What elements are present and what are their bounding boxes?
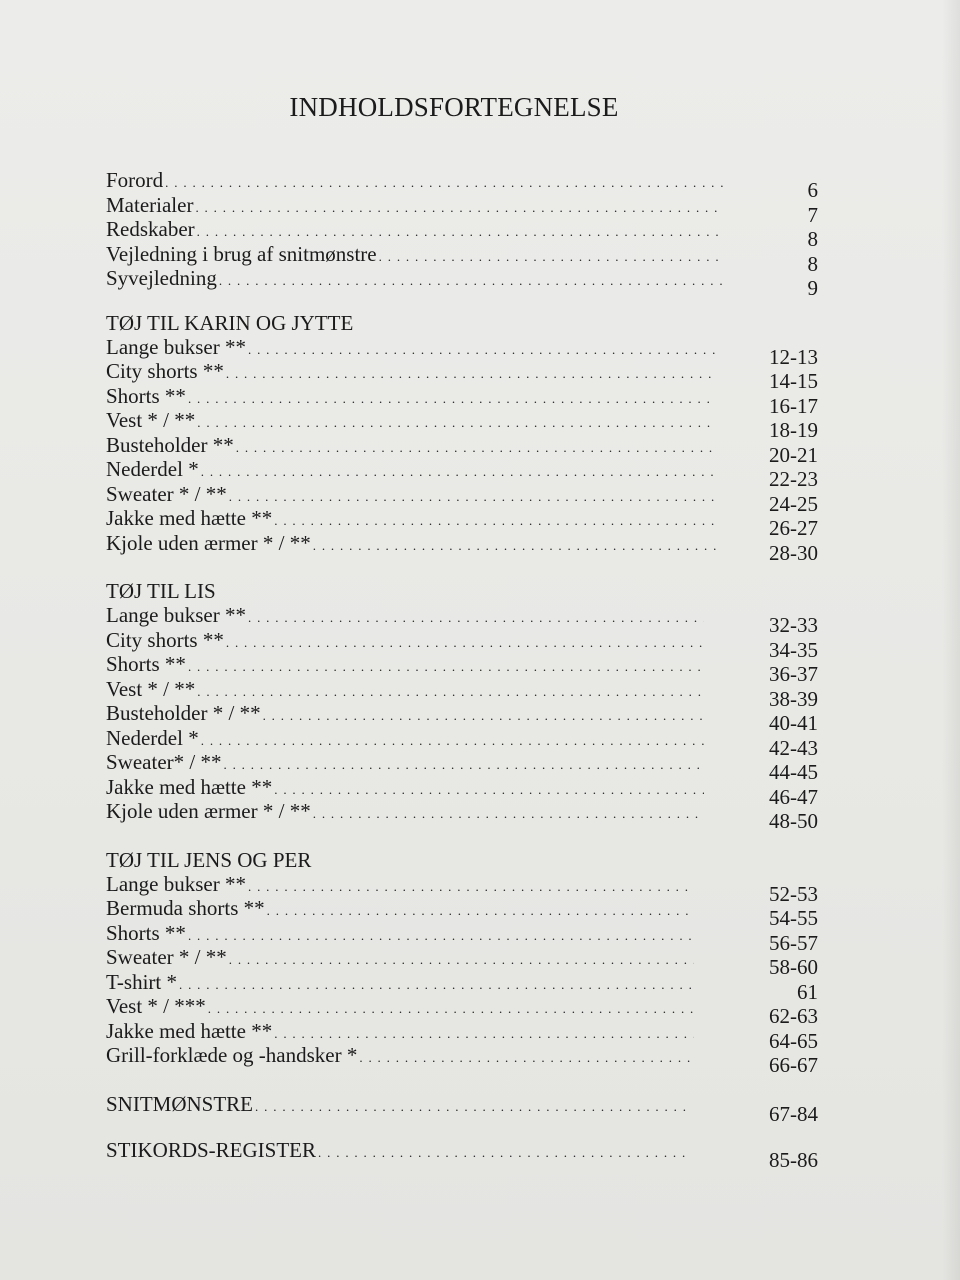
- dot-leader: [229, 485, 716, 510]
- toc-entry-label: Kjole uden ærmer * / **: [106, 799, 311, 823]
- toc-entry-page: 12-13: [769, 344, 818, 369]
- toc-entry-label: Busteholder **: [106, 432, 234, 457]
- dot-leader: [274, 509, 716, 534]
- toc-entry-page: 18-19: [769, 418, 818, 442]
- toc-entry-label: Nederdel *: [106, 457, 199, 481]
- section-heading: TØJ TIL JENS OG PER: [106, 847, 312, 872]
- toc-entry-page: 8: [807, 251, 818, 276]
- toc-entry: [106, 481, 818, 516]
- toc-entry-label: Lange bukser **: [106, 334, 246, 359]
- toc-entry-page: 7: [807, 202, 818, 227]
- toc-entry: [106, 530, 818, 565]
- toc-entry: [106, 334, 818, 369]
- toc-entry-label: Sweater * / **: [106, 481, 227, 506]
- toc-entry-label: Busteholder * / **: [106, 701, 261, 725]
- toc-entry-page: 42-43: [769, 735, 818, 760]
- table-of-contents: [106, 168, 818, 1187]
- dot-leader: [226, 362, 716, 387]
- toc-entry-label: Materialer: [106, 192, 194, 217]
- toc-entry-label: Sweater* / **: [106, 750, 222, 774]
- toc-entry-label: Syvejledning: [106, 266, 217, 290]
- toc-entry-label: Vest * / **: [106, 676, 196, 701]
- dot-leader: [223, 753, 704, 778]
- toc-entry-label: Sweater * / **: [106, 945, 227, 969]
- toc-entry-page: 28-30: [769, 540, 818, 565]
- toc-entry: [106, 1138, 818, 1172]
- toc-entry-label: STIKORDS-REGISTER: [106, 1138, 317, 1162]
- toc-entry-label: Shorts **: [106, 920, 186, 945]
- dot-leader: [219, 269, 724, 294]
- toc-entry-page: 67-84: [769, 1101, 818, 1126]
- toc-entry-label: Grill-forklæde og -handsker *: [106, 1043, 358, 1067]
- toc-entry-label: Shorts **: [106, 383, 186, 408]
- toc-entry-label: Jakke med hætte **: [106, 1018, 273, 1043]
- toc-entry-page: 56-57: [769, 930, 818, 955]
- toc-entry-page: 24-25: [769, 491, 818, 516]
- page-edge-shadow: [942, 0, 960, 1280]
- toc-entry: [106, 432, 818, 467]
- toc-entry-page: 44-45: [769, 760, 818, 784]
- toc-section-jens-og-per: [106, 847, 818, 1077]
- toc-entry: [106, 457, 818, 491]
- toc-entry-page: 22-23: [769, 467, 818, 491]
- toc-entry-page: 46-47: [769, 784, 818, 809]
- toc-section-appendix: [106, 1091, 818, 1172]
- toc-entry-label: Jakke med hætte **: [106, 774, 273, 799]
- toc-entry-label: T-shirt *: [106, 969, 177, 994]
- dot-leader: [188, 924, 694, 949]
- toc-entry-page: 85-86: [769, 1148, 818, 1172]
- toc-entry-page: 38-39: [769, 686, 818, 711]
- dot-leader: [197, 411, 716, 436]
- toc-entry-label: Lange bukser **: [106, 871, 246, 896]
- toc-entry-page: 66-67: [769, 1053, 818, 1077]
- toc-entry-page: 52-53: [769, 881, 818, 906]
- toc-entry: [106, 359, 818, 393]
- dot-leader: [248, 875, 694, 900]
- toc-entry-page: 62-63: [769, 1004, 818, 1028]
- section-heading: TØJ TIL KARIN OG JYTTE: [106, 310, 354, 335]
- dot-leader: [267, 899, 694, 924]
- toc-entry: [106, 408, 818, 442]
- toc-entry-label: Forord: [106, 168, 164, 192]
- dot-leader: [263, 704, 704, 729]
- dot-leader: [201, 460, 716, 485]
- toc-entry-label: Vest * / ***: [106, 994, 206, 1018]
- dot-leader: [236, 436, 716, 461]
- dot-leader: [379, 245, 724, 270]
- dot-leader: [229, 948, 694, 973]
- toc-entry-page: 64-65: [769, 1028, 818, 1053]
- page-title: INDHOLDSFORTEGNELSE: [289, 92, 619, 122]
- dot-leader: [208, 997, 694, 1022]
- toc-entry: [106, 383, 818, 418]
- dot-leader: [318, 1141, 692, 1166]
- dot-leader: [188, 387, 716, 412]
- toc-entry-page: 26-27: [769, 516, 818, 540]
- toc-entry-label: City shorts **: [106, 627, 224, 652]
- toc-entry-page: 40-41: [769, 711, 818, 735]
- toc-entry-label: Redskaber: [106, 217, 195, 241]
- toc-entry-label: Shorts **: [106, 652, 186, 676]
- dot-leader: [188, 655, 704, 680]
- toc-entry-page: 58-60: [769, 955, 818, 979]
- dot-leader: [255, 1095, 692, 1120]
- dot-leader: [359, 1046, 694, 1071]
- toc-entry: [106, 168, 818, 202]
- dot-leader: [313, 802, 704, 827]
- toc-entry-label: Bermuda shorts **: [106, 896, 265, 920]
- toc-entry-page: 32-33: [769, 613, 818, 637]
- toc-entry-label: Kjole uden ærmer * / **: [106, 530, 311, 555]
- toc-entry: [106, 1091, 818, 1126]
- toc-entry-label: Nederdel *: [106, 725, 199, 750]
- dot-leader: [179, 973, 694, 998]
- toc-entry-label: Jakke med hætte **: [106, 506, 273, 530]
- toc-entry: [106, 266, 818, 300]
- toc-entry: [106, 506, 818, 540]
- toc-entry-page: 16-17: [769, 393, 818, 418]
- toc-entry: [106, 192, 818, 227]
- toc-entry-page: 14-15: [769, 369, 818, 393]
- toc-entry-page: 34-35: [769, 637, 818, 662]
- dot-leader: [226, 631, 704, 656]
- toc-entry-page: 9: [807, 276, 818, 300]
- toc-entry-label: Vejledning i brug af snitmønstre: [106, 241, 377, 266]
- dot-leader: [197, 680, 704, 705]
- toc-entry-page: 36-37: [769, 662, 818, 686]
- toc-entry-label: City shorts **: [106, 359, 224, 383]
- toc-entry: [106, 217, 818, 251]
- toc-entry-label: SNITMØNSTRE: [106, 1091, 254, 1116]
- dot-leader: [195, 196, 724, 221]
- toc-entry-page: 6: [807, 178, 818, 202]
- toc-entry: [106, 241, 818, 276]
- dot-leader: [201, 729, 704, 754]
- toc-entry-label: Lange bukser **: [106, 603, 246, 627]
- toc-entry: [106, 603, 818, 637]
- toc-entry-page: 8: [807, 227, 818, 251]
- toc-entry-page: 54-55: [769, 906, 818, 930]
- toc-entry-page: 61: [797, 979, 818, 1004]
- toc-entry-page: 20-21: [769, 442, 818, 467]
- dot-leader: [248, 606, 704, 631]
- toc-section-intro: [106, 168, 818, 300]
- toc-entry: [106, 871, 818, 906]
- toc-section-lis: [106, 579, 818, 833]
- dot-leader: [248, 338, 716, 363]
- dot-leader: [313, 534, 716, 559]
- dot-leader: [274, 778, 704, 803]
- toc-entry-label: Vest * / **: [106, 408, 196, 432]
- toc-section-karin-og-jytte: [106, 310, 818, 565]
- toc-entry-page: 48-50: [769, 809, 818, 833]
- section-heading: TØJ TIL LIS: [106, 579, 216, 603]
- dot-leader: [165, 171, 724, 196]
